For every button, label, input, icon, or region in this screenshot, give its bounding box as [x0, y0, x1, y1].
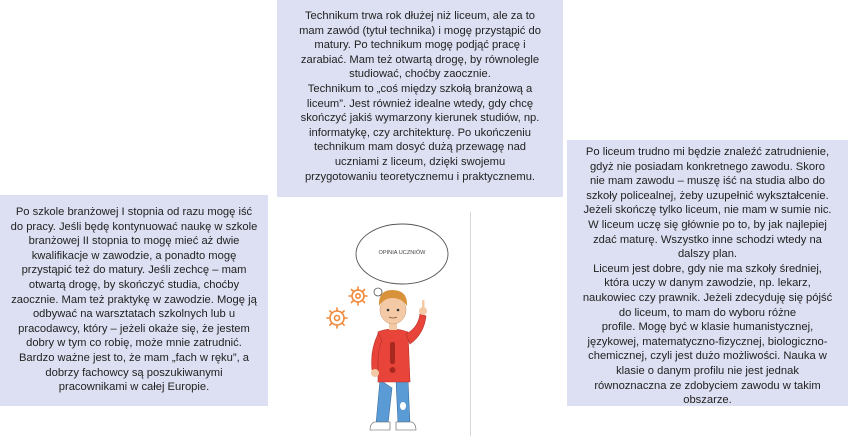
info-box-technikum	[277, 0, 563, 197]
info-box-liceum	[567, 140, 848, 406]
student-illustration	[280, 210, 475, 442]
info-box-szkola-branzowa-text: Po szkole branżowej I stopnia od razu mogę iść do pracy. Jeśli będę kontynuować naukę w szkole branżowej II stopnia to mogę mieć aż dwie kwalifikacje w zawodzie, a ponadto mogę przystąpić też do matury. Jeśli zechcę – mam otwartą drogę, by skończyć studia, choćby zaocznie. Mam też praktykę w zawodzie. Mogę ją odbywać na warsztatach szkolnych lub u pracodawcy, który – jeżeli okaże się, że jestem dobry w tym co robię, może mnie zatrudnić. Bardzo ważne jest to, że mam „fach w ręku”, a dobrzy fachowcy są poszukiwanymi pracownikami w całej Europie.	[10, 206, 258, 394]
gear-icon	[327, 308, 347, 328]
speech-bubble	[356, 224, 448, 305]
student-figure	[370, 290, 427, 430]
gear-icon	[349, 287, 367, 305]
bubble-label: OPINIA UCZNIÓW	[378, 250, 426, 256]
info-box-technikum-text: Technikum trwa rok dłużej niż liceum, ale za to mam zawód (tytuł technika) i mogę przystąpić do matury. Po technikum mogę podjąć pracę i zarabiać. Mam też otwartą drogę, by równolegle studiować, choćby zaocznie. Technikum to „coś między szkołą branżową a liceum”. Jest również idealne wtedy, gdy chcę skończyć jakiś wymarzony kierunek studiów, np. informatykę, czy architekturę. Po ukończeniu technikum mam dosyć dużą przewagę nad uczniami z liceum, dzięki swojemu przygotowaniu teoretycznemu i praktycznemu.	[299, 10, 541, 183]
info-box-szkola-branzowa	[0, 195, 268, 406]
info-box-liceum-text: Po liceum trudno mi będzie znaleźć zatrudnienie, gdyż nie posiadam konkretnego zawodu. Skoro nie mam zawodu – muszę iść na studia albo do szkoły policealnej, żeby uzupełnić wykształcenie. Jeżeli skończę tylko liceum, nie mam w sumie nic. W liceum uczę się głównie po to, by jak najlepiej zdać maturę. Wszystko inne schodzi wtedy na dalszy plan. Liceum jest dobre, gdy nie ma szkoły średniej, która uczy w danym zawodzie, np. lekarz, naukowiec czy prawnik. Jeżeli zdecyduję się pójść do liceum, to mam do wyboru różne profile. Mogę być w klasie humanistycznej, językowej, matematyczno-fizycznej, biologiczno- chemicznej, czyli jest dużo możliwości. Nauka w klasie o danym profilu nie jest jednak równoznaczna ze zdobyciem zawodu w takim obszarze.	[582, 146, 833, 407]
